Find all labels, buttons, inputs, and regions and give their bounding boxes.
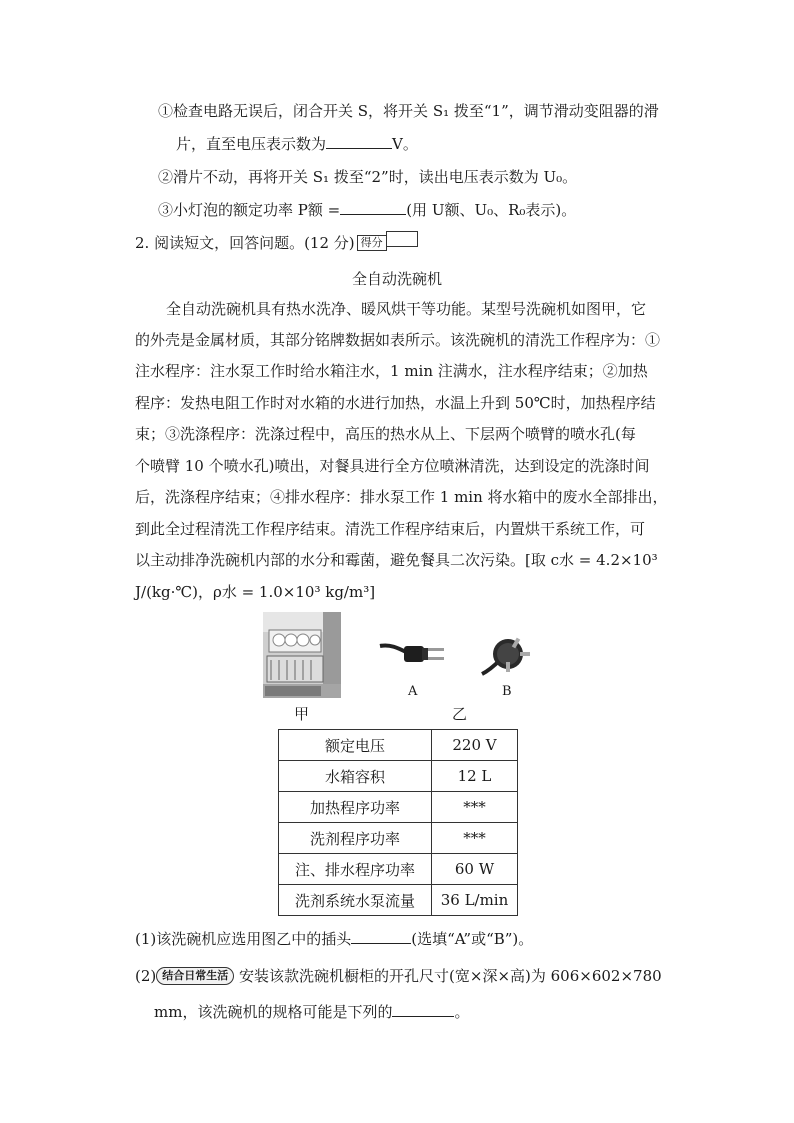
figure-jia-label: 甲 xyxy=(294,705,310,723)
score-box[interactable] xyxy=(386,231,418,247)
paragraph-line: 到此全过程清洗工作程序结束。清洗工作程序结束后，内置烘干系统工作，可 xyxy=(135,520,646,538)
spec-value: 36 L/min xyxy=(432,885,518,916)
paragraph-line: 个喷臂 10 个喷水孔)喷出，对餐具进行全方位喷淋清洗，达到设定的洗涤时间 xyxy=(135,457,650,475)
spec-key: 额定电压 xyxy=(279,730,432,761)
spec-key: 注、排水程序功率 xyxy=(279,854,432,885)
spec-table xyxy=(278,729,518,916)
question-2-header xyxy=(135,231,418,254)
spec-key: 加热程序功率 xyxy=(279,792,432,823)
sub-question-2-text-b: mm，该洗碗机的规格可能是下列的 xyxy=(154,1003,393,1021)
sub-question-2-end: 。 xyxy=(454,1003,470,1021)
answer-blank[interactable] xyxy=(326,134,392,149)
two-pin-plug-icon xyxy=(378,636,450,678)
paragraph-line: 的外壳是金属材质，其部分铭牌数据如表所示。该洗碗机的清洗工作程序为：① xyxy=(135,331,661,349)
sub-question-1-text: (1)该洗碗机应选用图乙中的插头 xyxy=(135,930,352,948)
paragraph-line: 以主动排净洗碗机内部的水分和霉菌，避免餐具二次污染。[取 c水 = 4.2×10³ xyxy=(135,551,658,569)
paragraph-line: 注水程序：注水泵工作时给水箱注水，1 min 注满水，注水程序结束；②加热 xyxy=(135,362,648,380)
table-row xyxy=(279,761,518,792)
paragraph-line: 程序：发热电阻工作时对水箱的水进行加热，水温上升到 50℃时，加热程序结 xyxy=(135,394,656,412)
step-1-line-1: ①检查电路无误后，闭合开关 S，将开关 S₁ 拨至“1”，调节滑动变阻器的滑 xyxy=(158,102,659,120)
score-label: 得分 xyxy=(357,235,387,251)
spec-value: *** xyxy=(432,792,518,823)
daily-life-tag: 结合日常生活 xyxy=(156,967,234,985)
sub-question-2-prefix: (2) xyxy=(135,967,157,985)
paragraph-line: 束；③洗涤程序：洗涤过程中，高压的热水从上、下层两个喷臂的喷水孔(每 xyxy=(135,425,636,443)
answer-blank[interactable] xyxy=(340,200,406,215)
answer-blank[interactable] xyxy=(351,929,411,944)
step-3 xyxy=(158,199,576,221)
paragraph-line: J/(kg·℃)，ρ水 = 1.0×10³ kg/m³] xyxy=(135,583,376,601)
sub-question-2-line-2 xyxy=(154,1001,469,1023)
table-row xyxy=(279,792,518,823)
spec-value: 12 L xyxy=(432,761,518,792)
table-row xyxy=(279,854,518,885)
spec-value: 60 W xyxy=(432,854,518,885)
three-pin-plug-icon xyxy=(480,634,532,680)
plug-b-label: B xyxy=(502,684,512,699)
article-title: 全自动洗碗机 xyxy=(351,270,442,288)
spec-value: *** xyxy=(432,823,518,854)
step-1-line-2 xyxy=(176,133,418,155)
table-row xyxy=(279,730,518,761)
paragraph-line: 全自动洗碗机具有热水洗净、暖风烘干等功能。某型号洗碗机如图甲，它 xyxy=(166,300,647,318)
table-row xyxy=(279,885,518,916)
paragraph-line: 后，洗涤程序结束；④排水程序：排水泵工作 1 min 将水箱中的废水全部排出， xyxy=(135,488,668,506)
sub-question-1 xyxy=(135,928,533,950)
table-row xyxy=(279,823,518,854)
step-3-text-b: (用 U额、U₀、R₀表示)。 xyxy=(406,201,577,219)
step-2: ②滑片不动，再将开关 S₁ 拨至“2”时，读出电压表示数为 U₀。 xyxy=(158,168,578,186)
spec-key: 水箱容积 xyxy=(279,761,432,792)
figure-yi-label: 乙 xyxy=(452,705,468,723)
spec-key: 洗剂程序功率 xyxy=(279,823,432,854)
spec-value: 220 V xyxy=(432,730,518,761)
question-2-text: 2. 阅读短文，回答问题。(12 分) xyxy=(135,234,355,252)
sub-question-2 xyxy=(135,965,662,987)
step-3-text-a: ③小灯泡的额定功率 P额 = xyxy=(158,201,341,219)
plug-a-label: A xyxy=(408,684,418,699)
answer-blank[interactable] xyxy=(392,1002,454,1017)
sub-question-2-text: 安装该款洗碗机橱柜的开孔尺寸(宽×深×高)为 606×602×780 xyxy=(239,967,662,985)
spec-key: 洗剂系统水泵流量 xyxy=(279,885,432,916)
step-1-line-2-text: 片，直至电压表示数为 xyxy=(176,135,327,153)
sub-question-1-hint: (选填“A”或“B”)。 xyxy=(411,930,534,948)
step-1-unit: V。 xyxy=(392,135,418,153)
dishwasher-photo-icon xyxy=(263,612,341,698)
